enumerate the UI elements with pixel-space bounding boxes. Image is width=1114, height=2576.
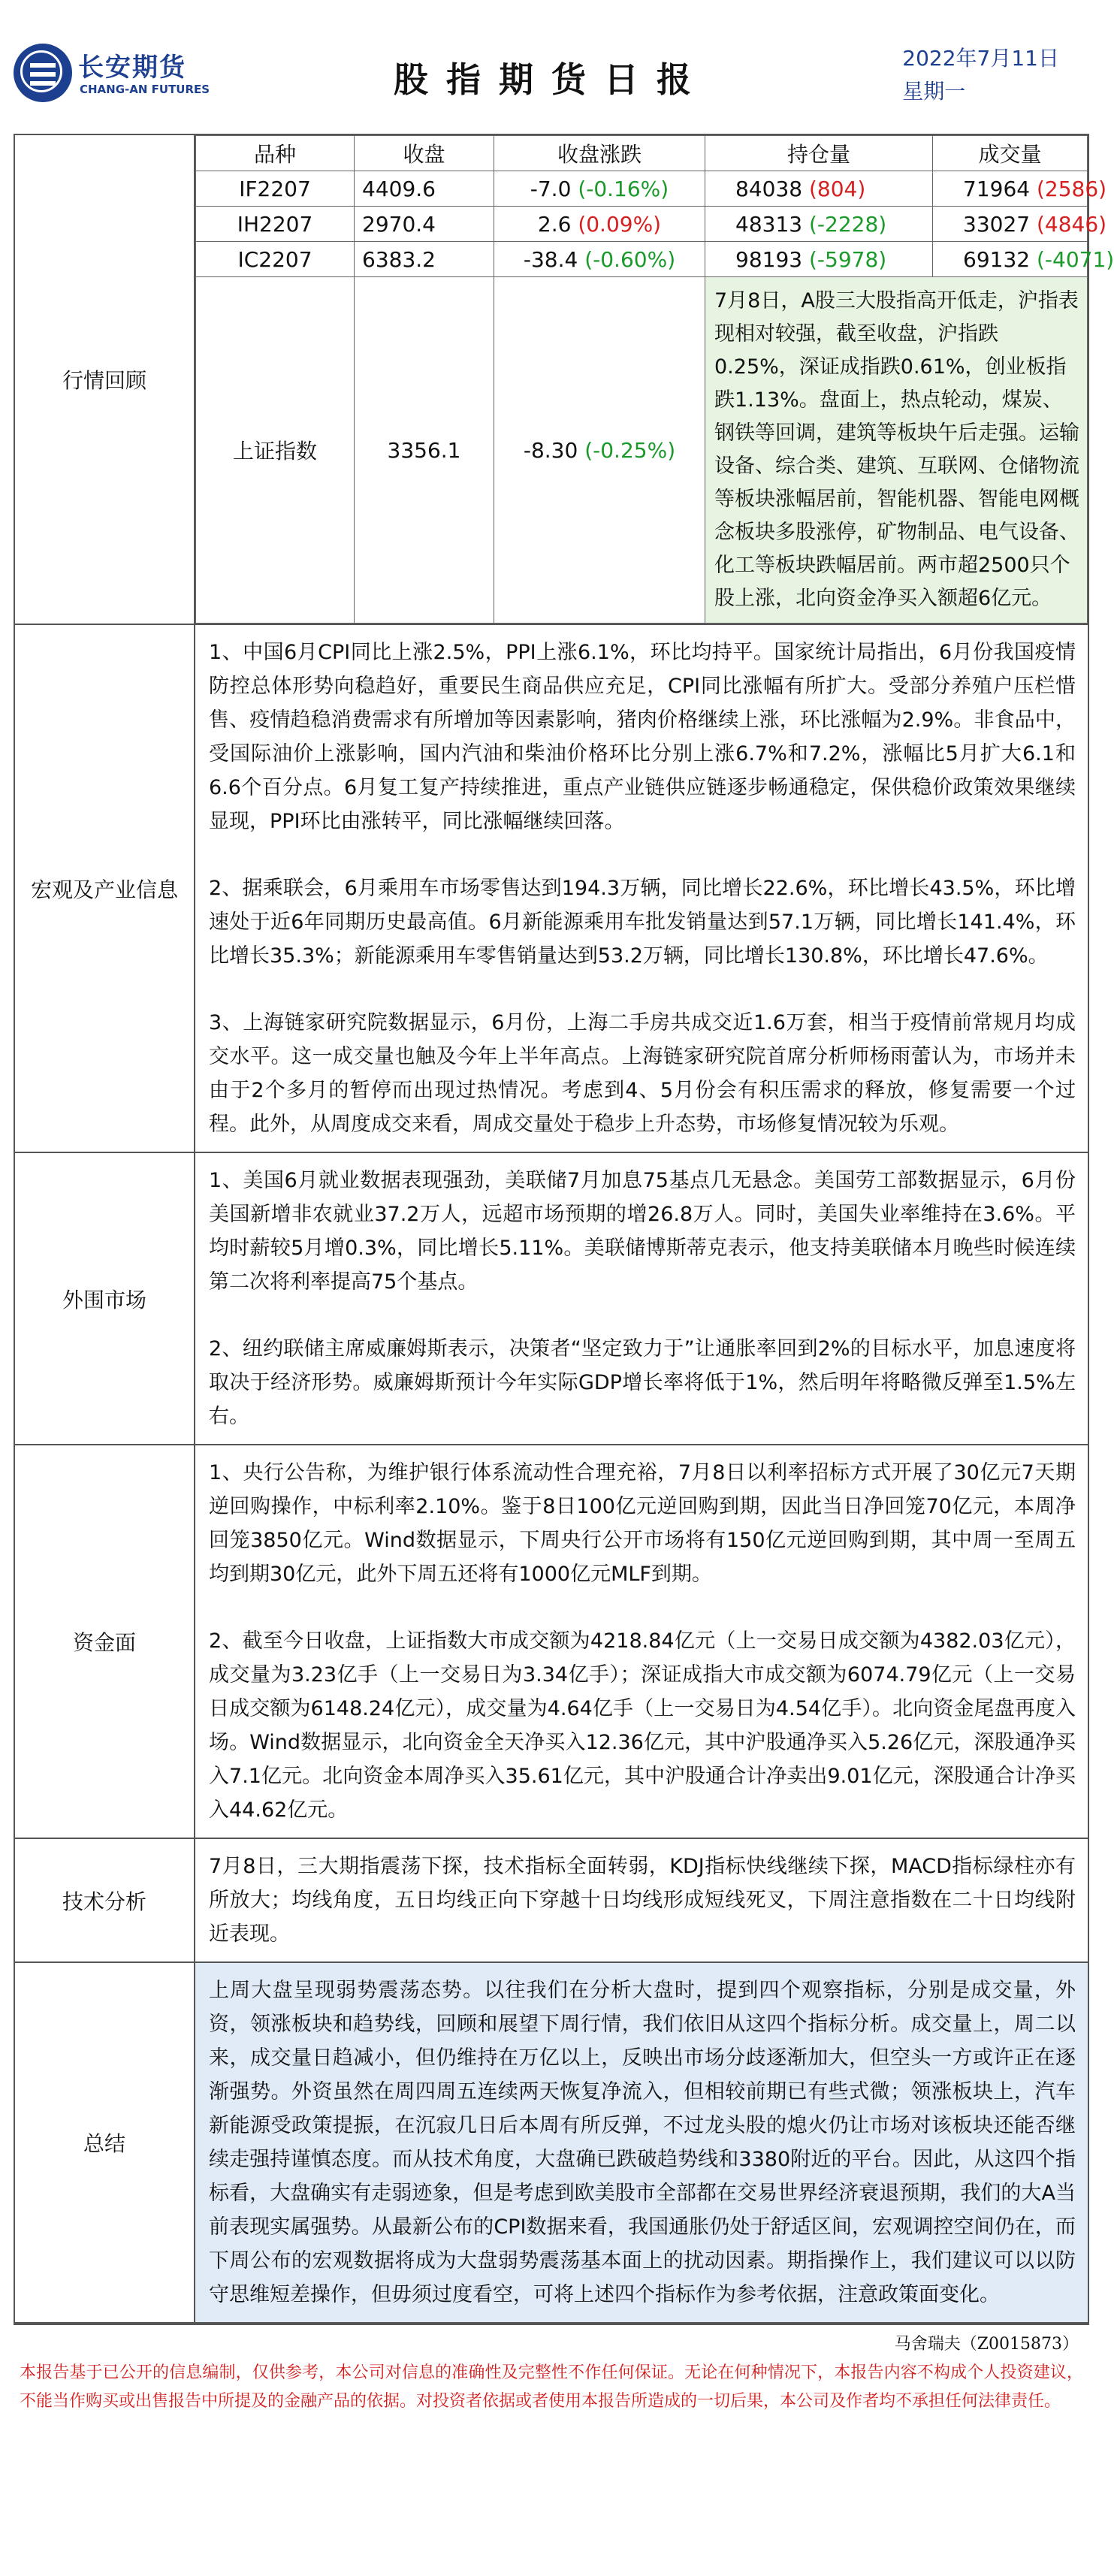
report-date: 2022年7月11日 [902,46,1059,71]
index-close: 3356.1 [355,277,494,624]
open-interest: 48313 (-2228) [705,207,933,242]
col-header-volume: 成交量 [933,136,1088,171]
table-row [196,277,1088,624]
col-header-close: 收盘 [355,136,494,171]
market-table [195,135,1114,624]
technical-content: 7月8日，三大期指震荡下探，技术指标全面转弱，KDJ指标快线继续下探，MACD指标绿柱亦有所放大；均线角度，五日均线正向下穿越十日均线形成短线死叉，下周注意指数在二十日均线附近表现。 [195,1838,1088,1962]
logo-english-name: CHANG-AN FUTURES [80,83,210,96]
close-price: 4409.6 [355,171,494,207]
report-page [14,0,1114,2416]
funds-paragraph: 2、截至今日收盘，上证指数大市成交额为4218.84亿元（上一交易日成交额为4382.03亿元），成交量为3.23亿手（上一交易日为3.34亿手）；深证成指大市成交额为6074.79亿元（上一交易日成交额为6148.24亿元），成交量为4.64亿手（上一交易日为4.54亿手）。北向资金尾盘再度入场。Wind数据显示，北向资金全天净买入12.36亿元，其中沪股通净买入5.26亿元，深股通净买入7.1亿元。北向资金本周净买入35.61亿元，其中沪股通合计净卖出9.01亿元，深股通合计净买入44.62亿元。 [209,1629,1076,1822]
overseas-paragraph: 2、纽约联储主席威廉姆斯表示，决策者“坚定致力于”让通胀率回到2%的目标水平，加息速度将取决于经济形势。威廉姆斯预计今年实际GDP增长率将低于1%，然后明年将略微反弹至1.5%左右。 [209,1337,1076,1428]
funds-section [14,1445,1088,1838]
index-name: 上证指数 [196,277,355,624]
open-interest: 98193 (-5978) [705,242,933,277]
contract-name: IC2207 [196,242,355,277]
funds-content [195,1445,1088,1838]
report-weekday: 星期一 [902,79,966,104]
macro-section [14,624,1088,1152]
contract-name: IH2207 [196,207,355,242]
close-change: -38.4 (-0.60%) [494,242,705,277]
close-price: 2970.4 [355,207,494,242]
logo-chinese-name: 长安期货 [78,53,186,83]
funds-paragraph: 1、央行公告称，为维护银行体系流动性合理充裕，7月8日以利率招标方式开展了30亿元7天期逆回购操作，中标利率2.10%。鉴于8日100亿元逆回购到期，因此当日净回笼70亿元，本周净回笼3850亿元。Wind数据显示，下周央行公开市场将有150亿元逆回购到期，其中周一至周五均到期30亿元，此外下周五还将有1000亿元MLF到期。 [209,1461,1076,1586]
author-line: 马舍瑞夫（Z0015873） [894,2335,1079,2354]
report-date-block [902,42,1059,108]
col-header-change: 收盘涨跌 [494,136,705,171]
open-interest: 84038 (804) [705,171,933,207]
section-label-macro: 宏观及产业信息 [14,624,195,1152]
contract-name: IF2207 [196,171,355,207]
report-header [14,0,1089,134]
report-title: 股指期货日报 [394,59,709,100]
summary-section [14,1962,1088,2323]
market-content [195,134,1114,624]
index-change: -8.30 (-0.25%) [494,277,705,624]
volume: 69132 (-4071) [933,242,1088,277]
section-label-funds: 资金面 [14,1445,195,1838]
col-header-open-interest: 持仓量 [705,136,933,171]
table-row [196,171,1088,207]
report-table [14,134,1114,2324]
overseas-paragraph: 1、美国6月就业数据表现强劲，美联储7月加息75基点几无悬念。美国劳工部数据显示，6月份美国新增非农就业37.2万人，远超市场预期的增26.8万人。同时，美国失业率维持在3.6%。平均时薪较5月增0.3%，同比增长5.11%。美联储博斯蒂克表示，他支持美联储本月晚些时候连续第二次将利率提高75个基点。 [209,1169,1076,1294]
col-header-name: 品种 [196,136,355,171]
macro-paragraph: 1、中国6月CPI同比上涨2.5%，PPI上涨6.1%，环比均持平。国家统计局指出，6月份我国疫情防控总体形势向稳趋好，重要民生商品供应充足，CPI同比涨幅有所扩大。受部分养殖户压栏惜售、疫情趋稳消费需求有所增加等因素影响，猪肉价格继续上涨，环比涨幅为2.9%。非食品中，受国际油价上涨影响，国内汽油和柴油价格环比分别上涨6.7%和7.2%，涨幅比5月扩大6.1和6.6个百分点。6月复工复产持续推进，重点产业链供应链逐步畅通稳定，保供稳价政策效果继续显现，PPI环比由涨转平，同比涨幅继续回落。 [209,641,1076,833]
volume: 71964 (2586) [933,171,1088,207]
section-label-market: 行情回顾 [14,134,195,624]
market-section [14,134,1088,624]
close-change: -7.0 (-0.16%) [494,171,705,207]
close-price: 6383.2 [355,242,494,277]
overseas-content [195,1152,1088,1445]
volume: 33027 (4846) [933,207,1088,242]
section-label-overseas: 外围市场 [14,1152,195,1445]
report-footer [14,2324,1089,2416]
section-label-technical: 技术分析 [14,1838,195,1962]
macro-content [195,624,1088,1152]
market-review-text: 7月8日，A股三大股指高开低走，沪指表现相对较强，截至收盘，沪指跌0.25%，深证成指跌0.61%，创业板指跌1.13%。盘面上，热点轮动，煤炭、钢铁等回调，建筑等板块午后走强。运输设备、综合类、建筑、互联网、仓储物流等板块涨幅居前，智能机器、智能电网概念板块多股涨停，矿物制品、电气设备、化工等板块跌幅居前。两市超2500只个股上涨，北向资金净买入额超6亿元。 [705,277,1088,624]
section-label-summary: 总结 [14,1962,195,2323]
table-row [196,207,1088,242]
overseas-section [14,1152,1088,1445]
disclaimer-text: 本报告基于已公开的信息编制，仅供参考，本公司对信息的准确性及完整性不作任何保证。无论在何种情况下，本报告内容不构成个人投资建议，不能当作购买或出售报告中所提及的金融产品的依据。对投资者依据或者使用本报告所造成的一切后果，本公司及作者均不承担任何法律责任。 [20,2363,1083,2411]
technical-section [14,1838,1088,1962]
summary-content: 上周大盘呈现弱势震荡态势。以往我们在分析大盘时，提到四个观察指标，分别是成交量，外资，领涨板块和趋势线，回顾和展望下周行情，我们依旧从这四个指标分析。成交量上，周二以来，成交量日趋减小，但仍维持在万亿以上，反映出市场分歧逐渐加大，但空头一方或许正在逐渐强势。外资虽然在周四周五连续两天恢复净流入，但相较前期已有些式微；领涨板块上，汽车新能源受政策提振，在沉寂几日后本周有所反弹，不过龙头股的熄火仍让市场对该板块还能否继续走强持谨慎态度。而从技术角度，大盘确已跌破趋势线和3380附近的平台。因此，从这四个指标看，大盘确实有走弱迹象，但是考虑到欧美股市全部都在交易世界经济衰退预期，我们的大A当前表现实属强势。从最新公布的CPI数据来看，我国通胀仍处于舒适区间，宏观调控空间仍在，而下周公布的宏观数据将成为大盘弱势震荡基本面上的扰动因素。期指操作上，我们建议可以以防守思维短差操作，但毋须过度看空，可将上述四个指标作为参考依据，注意政策面变化。 [195,1962,1088,2323]
table-row [196,242,1088,277]
macro-paragraph: 2、据乘联会，6月乘用车市场零售达到194.3万辆，同比增长22.6%，环比增长43.5%，环比增速处于近6年同期历史最高值。6月新能源乘用车批发销量达到57.1万辆，同比增长141.4%，环比增长35.3%；新能源乘用车零售销量达到53.2万辆，同比增长130.8%，环比增长47.6%。 [209,877,1076,968]
macro-paragraph: 3、上海链家研究院数据显示，6月份，上海二手房共成交近1.6万套，相当于疫情前常规月均成交水平。这一成交量也触及今年上半年高点。上海链家研究院首席分析师杨雨蕾认为，市场并未由于2个多月的暂停而出现过热情况。考虑到4、5月份会有积压需求的释放，修复需要一个过程。此外，从周度成交来看，周成交量处于稳步上升态势，市场修复情况较为乐观。 [209,1011,1076,1136]
close-change: 2.6 (0.09%) [494,207,705,242]
market-header-row [196,136,1088,171]
